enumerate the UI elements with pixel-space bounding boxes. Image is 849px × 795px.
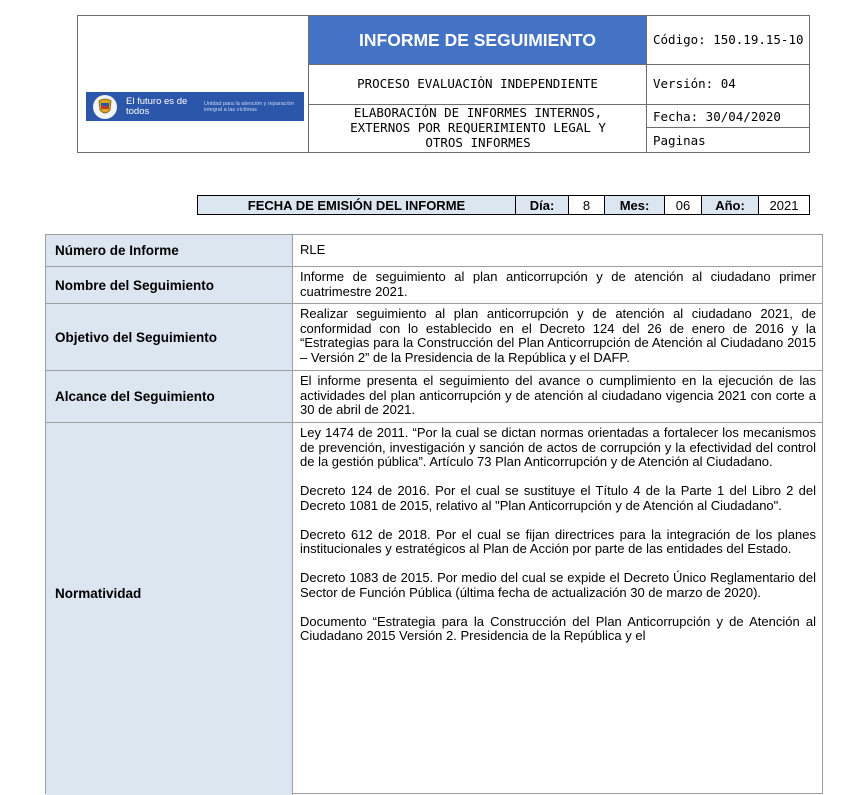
subprocess-name: ELABORACIÓN DE INFORMES INTERNOS, EXTERNOS POR REQUERIMIENTO LEGAL Y OTROS INFORMES: [350, 105, 606, 150]
row-label-normatividad: Normatividad: [46, 423, 293, 795]
year-value: 2021: [769, 197, 799, 213]
document-header: [77, 15, 810, 153]
coat-of-arms-icon: [92, 94, 118, 120]
day-label: Día:: [516, 196, 569, 214]
table-row: [46, 423, 822, 795]
row-label-objetivo: Objetivo del Seguimiento: [46, 304, 293, 370]
logo-entity-name: Unidad para la atención y reparación integral a las víctimas: [204, 100, 294, 113]
row-value-numero: RLE: [300, 242, 326, 258]
document-date: Fecha: 30/04/2020: [653, 109, 781, 124]
table-row: [46, 267, 822, 304]
row-value-objetivo: Realizar seguimiento al plan anticorrupción y de atención al ciudadano 2021, de conformidad con lo establecido en el Decreto 124 del 26 de enero de 2016 y la “Estrategias para la Construcción del Plan Anticorrupción de Atención al Ciudadano 2015 – Versión 2” de la Presidencia de la República y el DAFP.: [300, 306, 816, 365]
regulation-paragraph: Documento “Estrategia para la Construcción del Plan Anticorrupción y de Atención al Ciudadano 2015 Versión 2. Presidencia de la República y el: [300, 613, 816, 643]
row-label-numero: Número de Informe: [46, 235, 293, 266]
regulation-paragraph: Decreto 1083 de 2015. Por medio del cual se expide el Decreto Único Reglamentario del Sector de Función Pública (última fecha de actualización 30 de marzo de 2020).: [300, 570, 816, 600]
regulation-paragraph: Decreto 124 de 2016. Por el cual se sustituye el Título 4 de la Parte 1 del Libro 2 del Decreto 1081 de 2015, relativo al "Plan Anticorrupción y de Atención al Ciudadano".: [300, 483, 816, 513]
institution-logo: [86, 92, 304, 121]
year-label: Año:: [702, 196, 759, 214]
document-code: Código: 150.19.15-10: [653, 32, 804, 47]
row-value-normatividad: [293, 426, 822, 658]
month-label: Mes:: [605, 196, 665, 214]
document-version: Versión: 04: [653, 76, 736, 91]
table-row: [46, 371, 822, 423]
row-value-alcance: El informe presenta el seguimiento del avance o cumplimiento en la ejecución de las actividades del plan anticorrupción y de atención al ciudadano vigencia 2021 con corte a 30 de abril de 2021.: [300, 373, 816, 417]
document-pages: Paginas: [653, 133, 706, 148]
day-value: 8: [569, 196, 605, 214]
table-row: [46, 235, 822, 267]
emission-date-label: FECHA DE EMISIÓN DEL INFORME: [198, 196, 516, 214]
row-label-alcance: Alcance del Seguimiento: [46, 371, 293, 422]
logo-slogan: El futuro es de todos: [126, 96, 188, 117]
row-value-nombre: Informe de seguimiento al plan anticorrupción y de atención al ciudadano primer cuatrimestre 2021.: [300, 269, 816, 299]
report-title: INFORME DE SEGUIMIENTO: [309, 16, 646, 64]
process-name: PROCESO EVALUACIÒN INDEPENDIENTE: [357, 76, 598, 91]
table-row: [46, 304, 822, 371]
regulation-paragraph: Ley 1474 de 2011. “Por la cual se dictan normas orientadas a fortalecer los mecanismos de prevención, investigación y sanción de actos de corrupción y la efectividad del control de la gestión pública”. Artículo 73 Plan Anticorrupción y de Atención al Ciudadano.: [300, 425, 816, 469]
row-label-nombre: Nombre del Seguimiento: [46, 267, 293, 303]
regulation-paragraph: Decreto 612 de 2018. Por el cual se fijan directrices para la integración de los planes institucionales y estratégicos al Plan de Acción por parte de las entidades del Estado.: [300, 526, 816, 556]
report-info-table: [45, 234, 823, 794]
emission-date-bar: [197, 195, 810, 215]
month-value: 06: [665, 196, 702, 214]
